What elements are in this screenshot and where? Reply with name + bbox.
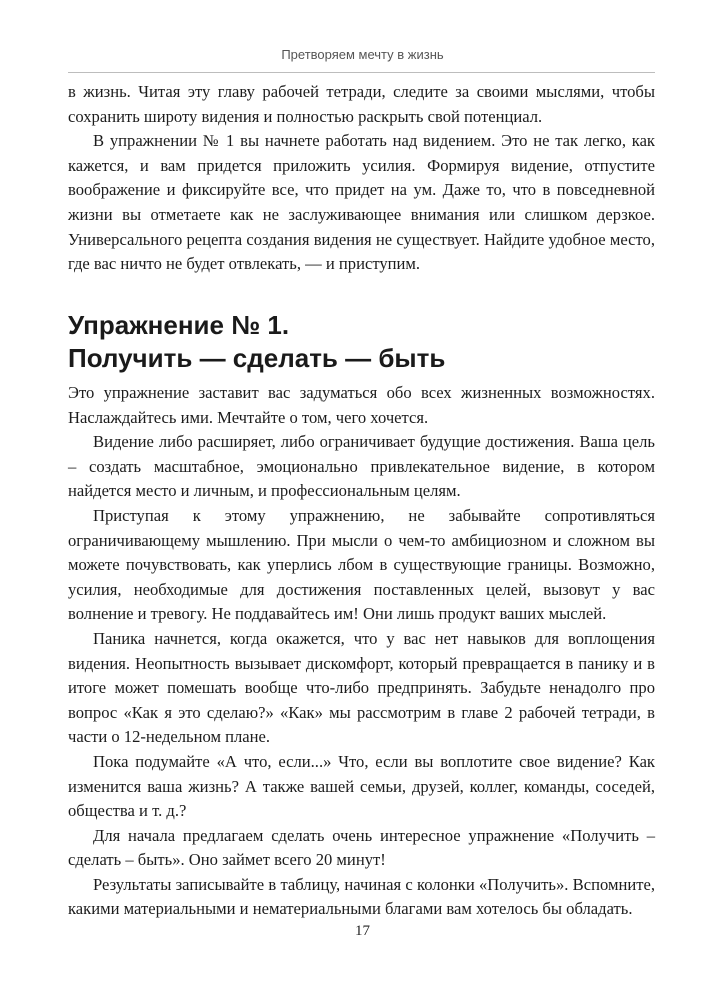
intro-text-block — [68, 80, 655, 277]
running-head: Претворяем мечту в жизнь — [281, 47, 444, 62]
exercise-text-block — [68, 381, 655, 922]
exercise-paragraph-5: Пока подумайте «А что, если...» Что, если вы воплотите свое видение? Как изменится ваша жизнь? А также вашей семьи, друзей, коллег, команды, соседей, общества и т. д.? — [68, 751, 655, 821]
exercise-heading — [68, 309, 655, 375]
exercise-paragraph-6: Для начала предлагаем сделать очень интересное упражнение «Получить – сделать – быть». Оно займет всего 20 минут! — [68, 825, 655, 870]
exercise-paragraph-1: Это упражнение заставит вас задуматься обо всех жизненных возможностях. Наслаждайтесь ими. Мечтайте о том, чего хочется. — [68, 383, 655, 427]
exercise-paragraph-3: Приступая к этому упражнению, не забывайте сопротивляться ограничивающему мышлению. При мысли о чем-то амбициозном и сложном вы можете почувствовать, как уперлись лбом в существующие границы. Возможно, усилия, необходимые для достижения поставленных целей, вызовут у вас волнение и тревогу. Не поддавайтесь им! Они лишь продукт ваших мыслей. — [68, 505, 655, 624]
page-number: 17 — [355, 923, 370, 939]
exercise-heading-line-1: Упражнение № 1. — [68, 310, 290, 340]
intro-paragraph-1: в жизнь. Читая эту главу рабочей тетради, следите за своими мыслями, чтобы сохранить широту видения и полностью раскрыть свой потенциал. — [68, 82, 655, 126]
exercise-paragraph-7: Результаты записывайте в таблицу, начиная с колонки «Получить». Вспомните, какими материальными и нематериальными благами вам хотелось бы обладать. — [68, 874, 655, 919]
exercise-heading-line-2: Получить — сделать — быть — [68, 343, 446, 373]
exercise-paragraph-2: Видение либо расширяет, либо ограничивает будущие достижения. Ваша цель – создать масштабное, эмоционально привлекательное видение, в котором найдется место и личным, и профессиональным целям. — [68, 432, 655, 501]
header-rule — [68, 72, 655, 73]
exercise-paragraph-4: Паника начнется, когда окажется, что у вас нет навыков для воплощения видения. Неопытность вызывает дискомфорт, который превращается в панику и в итоге может помешать вообще что-либо предпринять. Забудьте ненадолго про вопрос «Как я это сделаю?» «Как» мы рассмотрим в главе 2 рабочей тетради, в части о 12-недельном плане. — [68, 628, 655, 747]
intro-paragraph-2: В упражнении № 1 вы начнете работать над видением. Это не так легко, как кажется, и вам придется приложить усилия. Формируя видение, отпустите воображение и фиксируйте все, что придет на ум. Даже то, что в повседневной жизни вы отметаете как не заслуживающее внимания или слишком дерзкое. Универсального рецепта создания видения не существует. Найдите удобное место, где вас ничто не будет отвлекать, — и приступим. — [68, 131, 655, 274]
